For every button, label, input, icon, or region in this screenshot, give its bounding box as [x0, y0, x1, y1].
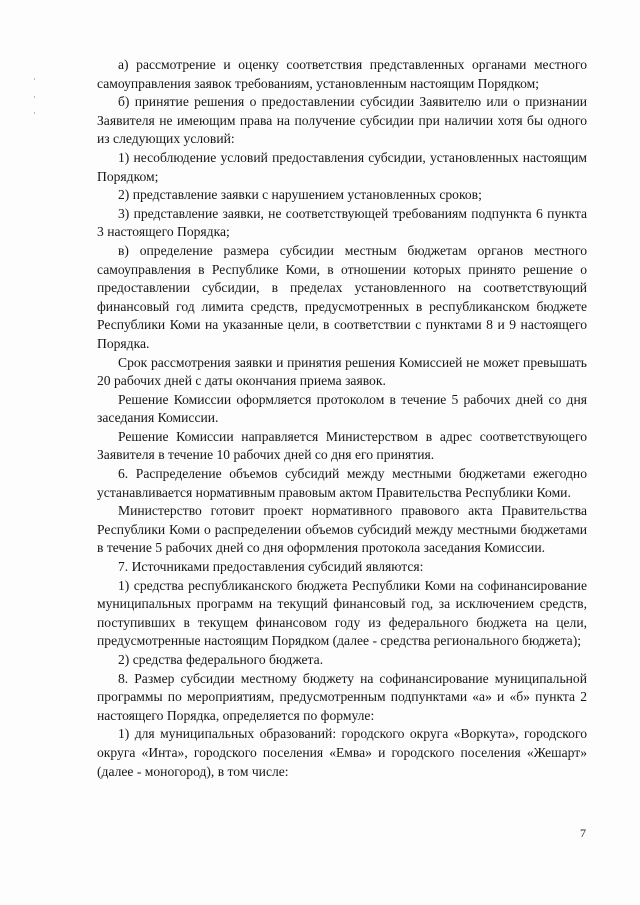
- page-number: 7: [580, 826, 586, 840]
- scan-mark: [34, 112, 35, 114]
- paragraph-condition-2: 2) представление заявки с нарушением установленных сроков;: [118, 187, 482, 203]
- paragraph-source-2: 2) средства федерального бюджета.: [118, 652, 324, 667]
- paragraph-review-item-a: а) рассмотрение и оценку соответствия представленных органами местного самоуправления заявок требованиям, установленным настоящим Порядком;: [97, 57, 587, 91]
- paragraph-ministry-draft: Министерство готовит проект нормативного правового акта Правительства Республики Коми о распределении объемов субсидий между местными бюджетами в течение 5 рабочих дней со дня оформления протокола заседания Комиссии.: [97, 503, 587, 556]
- scan-mark: [34, 96, 35, 98]
- paragraph-protocol: Решение Комиссии оформляется протоколом в течение 5 рабочих дней со дня заседания Комиссии.: [97, 391, 587, 426]
- paragraph-condition-1: 1) несоблюдение условий предоставления субсидии, установленных настоящим Порядком;: [97, 149, 587, 184]
- document-body: [97, 56, 587, 781]
- paragraph-decision-item-b: б) принятие решения о предоставлении субсидии Заявителю или о признании Заявителя не имеющим права на получение субсидии при наличии хотя бы одного из следующих условий:: [97, 94, 587, 147]
- paragraph-section-7-heading: 7. Источниками предоставления субсидий являются:: [118, 559, 424, 575]
- paragraph-review-deadline: Срок рассмотрения заявки и принятия решения Комиссией не может превышать 20 рабочих дней с даты окончания приема заявок.: [97, 354, 587, 389]
- paragraph-monotowns: 1) для муниципальных образований: городского округа «Воркута», городского округа «Инта», городского поселения «Емва» и городского поселения «Жешарт» (далее - моногород), в том числе:: [97, 726, 587, 779]
- paragraph-section-8: 8. Размер субсидии местному бюджету на софинансирование муниципальной программы по мероприятиям, предусмотренным подпунктами «а» и «б» пункта 2 настоящего Порядка, определяется по формуле:: [97, 670, 587, 723]
- paragraph-condition-3: 3) представление заявки, не соответствующей требованиям подпункта 6 пункта 3 настоящего Порядка;: [97, 205, 587, 240]
- paragraph-decision-sending: Решение Комиссии направляется Министерством в адрес соответствующего Заявителя в течение 10 рабочих дней со дня его принятия.: [97, 428, 587, 463]
- paragraph-source-1: 1) средства республиканского бюджета Республики Коми на софинансирование муниципальных программ на текущий финансовый год, за исключением средств, поступивших в текущем финансовом году из федерального бюджета на цели, предусмотренные настоящим Порядком (далее - средства регионального бюджета);: [97, 577, 587, 649]
- scan-mark: [34, 78, 35, 80]
- paragraph-section-6: 6. Распределение объемов субсидий между местными бюджетами ежегодно устанавливается нормативным правовым актом Правительства Республики Коми.: [97, 466, 587, 500]
- paragraph-subsidy-size-item-v: в) определение размера субсидии местным бюджетам органов местного самоуправления в Республике Коми, в отношении которых принято решение о предоставлении субсидии, в пределах установленного на соответствующий финансовый год лимита средств, предусмотренных в республиканском бюджете Республики Коми на указанные цели, в соответствии с пунктами 8 и 9 настоящего Порядка.: [97, 242, 587, 351]
